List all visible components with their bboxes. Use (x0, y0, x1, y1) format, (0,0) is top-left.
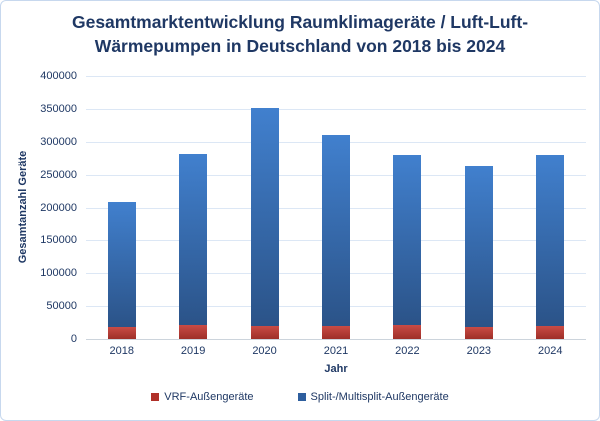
bar-segment-vrf (108, 327, 136, 339)
legend-label: Split-/Multisplit-Außengeräte (310, 391, 449, 403)
stacked-bar-2021 (322, 135, 350, 339)
legend-swatch-icon (151, 393, 159, 401)
bar-segment-vrf (465, 327, 493, 339)
bar-segment-vrf (322, 326, 350, 339)
bar-slot (300, 76, 371, 339)
bar-segment-split (465, 166, 493, 327)
x-axis-line (86, 339, 586, 340)
chart-title: Gesamtmarktentwicklung Raumklimageräte / Luft-Luft-Wärmepumpen in Deutschland von 2018 bis 2024 (71, 12, 529, 56)
y-tick-label: 150000 (40, 234, 77, 247)
bar-slot (229, 76, 300, 339)
y-tick-label: 300000 (40, 135, 77, 148)
legend (1, 391, 599, 403)
legend-item-vrf (151, 391, 253, 403)
x-tick-label: 2020 (252, 345, 277, 357)
bar-slot (515, 76, 586, 339)
bar-segment-split (108, 202, 136, 327)
stacked-bar-2022 (393, 155, 421, 339)
y-tick-label: 0 (70, 333, 77, 345)
y-tick-label: 400000 (40, 70, 77, 82)
bar-segment-vrf (536, 326, 564, 339)
bar-slot (443, 76, 514, 339)
bar-slot (372, 76, 443, 339)
legend-swatch-icon (298, 393, 306, 401)
y-axis-title: Gesamtanzahl Geräte (17, 150, 29, 264)
x-tick-label: 2021 (323, 345, 349, 357)
stacked-bar-2020 (251, 108, 279, 339)
bar-segment-vrf (251, 326, 279, 339)
x-tick-label: 2022 (395, 345, 420, 357)
y-tick-label: 100000 (40, 267, 77, 280)
y-tick-label: 50000 (46, 300, 77, 313)
x-tick-label: 2023 (466, 345, 492, 357)
stacked-bar-2023 (465, 166, 493, 339)
bar-segment-split (322, 135, 350, 326)
stacked-bar-2019 (179, 154, 207, 339)
stacked-bar-2018 (108, 202, 136, 339)
plot-area (86, 76, 586, 339)
bar-segment-split (393, 155, 421, 325)
x-tick-label: 2018 (109, 345, 134, 357)
legend-item-split (298, 391, 449, 403)
bars-container (86, 76, 586, 339)
x-tick-label: 2024 (538, 345, 563, 357)
bar-segment-split (536, 155, 564, 326)
y-axis-ticks (1, 1, 81, 420)
x-axis-labels (86, 345, 586, 357)
bar-segment-vrf (179, 325, 207, 339)
bar-segment-split (179, 154, 207, 326)
bar-slot (86, 76, 157, 339)
y-tick-label: 200000 (40, 201, 77, 214)
bar-segment-vrf (393, 325, 421, 339)
stacked-bar-2024 (536, 155, 564, 339)
y-tick-label: 350000 (40, 102, 77, 115)
x-axis-title: Jahr (324, 363, 348, 375)
legend-label: VRF-Außengeräte (164, 391, 254, 403)
x-tick-label: 2019 (180, 345, 206, 357)
y-tick-label: 250000 (40, 168, 77, 181)
bar-segment-split (251, 108, 279, 326)
bar-slot (157, 76, 228, 339)
